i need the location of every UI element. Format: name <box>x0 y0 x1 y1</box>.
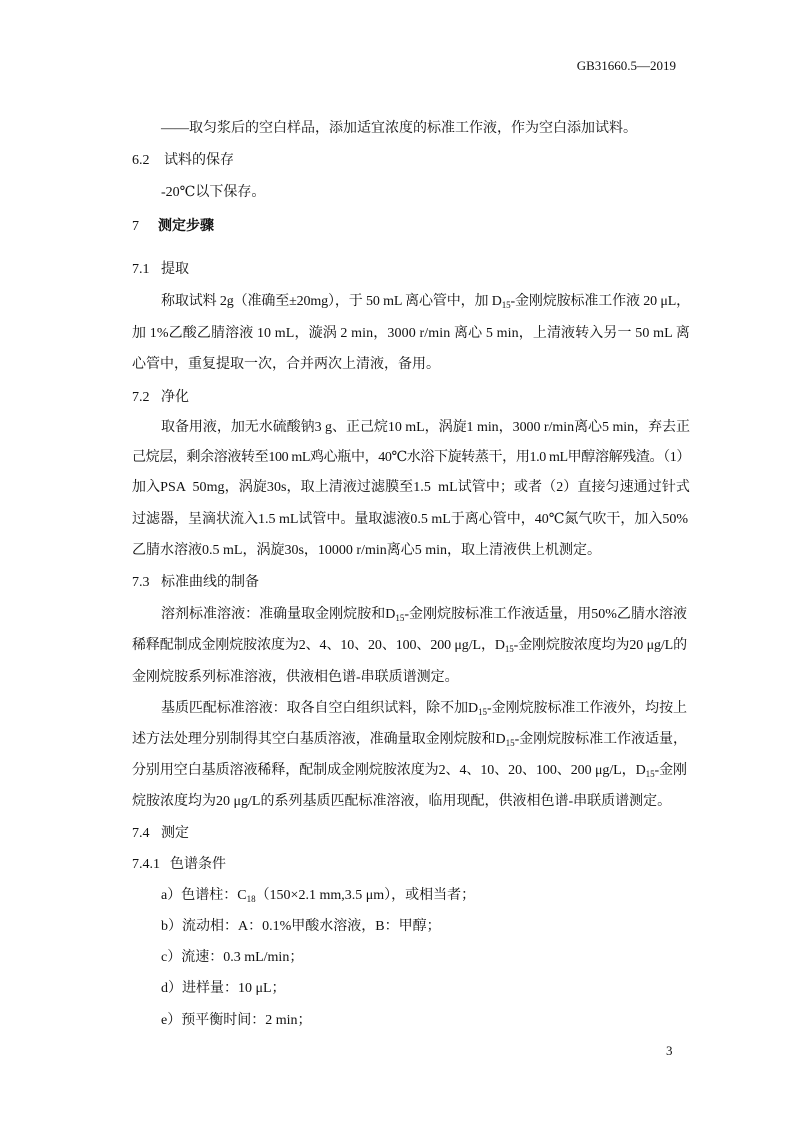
line-text: 烷胺浓度均为20 μg/L的系列基质匹配标准溶液，临用现配，供液相色谱-串联质谱测定。 <box>132 794 672 809</box>
section-number: 7.1 <box>132 262 150 277</box>
section-title: 测定 <box>161 826 189 841</box>
text-segment: -金刚烷胺标准工作液适量，用50%乙腈水溶液 <box>404 607 687 622</box>
line-text: 过滤器，呈滴状流入1.5 mL试管中。量取滤液0.5 mL于离心管中，40℃氮气吹干，加入50% <box>132 512 688 527</box>
line-text: ——取匀浆后的空白样品，添加适宜浓度的标准工作液，作为空白添加试料。 <box>161 121 637 136</box>
text-segment: 稀释配制成金刚烷胺浓度为2、4、10、20、100、200 μg/L，D <box>132 638 505 653</box>
section-title: 测定步骤 <box>158 219 214 234</box>
section-title: 色谱条件 <box>170 857 226 872</box>
text-segment: 基质匹配标准溶液：取各自空白组织试料，除不加D <box>161 701 479 716</box>
section-title: 试料的保存 <box>164 153 234 168</box>
standard-number-header: GB31660.5—2019 <box>576 58 676 73</box>
section-number: 7.2 <box>132 390 150 405</box>
text-segment: -金刚 <box>654 763 687 778</box>
list-item <box>147 994 676 1048</box>
subscript: 15 <box>645 769 655 779</box>
text-segment: 述方法处理分别制得其空白基质溶液，准确量取金刚烷胺和D <box>132 732 506 747</box>
section-title: 标准曲线的制备 <box>161 575 259 590</box>
text-segment: -金刚烷胺浓度均为20 μg/L的 <box>513 638 688 653</box>
text-segment: a）色谱柱：C <box>161 888 247 903</box>
subscript: 15 <box>501 300 511 310</box>
subscript: 18 <box>246 894 256 904</box>
subscript: 15 <box>478 707 488 717</box>
section-number: 7.3 <box>132 575 150 590</box>
line-text: 心管中，重复提取一次，合并两次上清液，备用。 <box>132 357 440 372</box>
paragraph-line <box>118 775 676 829</box>
text-segment: 溶剂标准溶液：准确量取金刚烷胺和D <box>161 607 396 622</box>
text-segment: （150×2.1 mm,3.5 μm），或相当者； <box>255 888 476 903</box>
paragraph-line <box>147 166 676 220</box>
text-segment: 称取试料 2g（准确至±20mg），于 50 mL 离心管中，加 D <box>161 294 502 309</box>
line-text: e）预平衡时间：2 min； <box>161 1013 312 1028</box>
line-text: 加 1%乙酸乙腈溶液 10 mL，漩涡 2 min，3000 r/min 离心 5 min，上清液转入另一 50 mL 离 <box>132 326 690 341</box>
text-segment: 分别用空白基质溶液稀释，配制成金刚烷胺浓度为2、4、10、20、100、200 μg/L，D <box>132 763 646 778</box>
section-number: 7.4.1 <box>132 857 160 872</box>
line-text: c）流速：0.3 mL/min； <box>161 950 304 965</box>
paragraph-line <box>118 338 676 392</box>
line-text: 己烷层，剩余溶液转至100 mL鸡心瓶中，40℃水浴下旋转蒸干，用1.0 mL甲醇溶解残渣。（1） <box>132 450 690 465</box>
line-text: 金刚烷胺系列标准溶液，供液相色谱-串联质谱测定。 <box>132 670 459 685</box>
text-segment: -金刚烷胺标准工作液 20 μL， <box>510 294 690 309</box>
subscript: 15 <box>395 613 405 623</box>
section-title: 净化 <box>161 390 189 405</box>
text-segment: -金刚烷胺标准工作液适量， <box>514 732 687 747</box>
line-text: -20℃以下保存。 <box>161 185 266 200</box>
section-title: 提取 <box>161 262 189 277</box>
subscript: 15 <box>504 644 514 654</box>
section-number: 7.4 <box>132 826 150 841</box>
line-text: 乙腈水溶液0.5 mL，涡旋30s，10000 r/min离心5 min，取上清液供上机测定。 <box>132 543 601 558</box>
section-number: 6.2 <box>132 153 150 168</box>
page-number: 3 <box>666 1043 673 1058</box>
line-text: 加入PSA 50mg，涡旋30s，取上清液过滤膜至1.5 mL试管中；或者（2）直接匀速通过针式 <box>132 480 690 495</box>
line-text: b）流动相：A：0.1%甲酸水溶液，B：甲醇； <box>161 919 441 934</box>
text-segment: -金刚烷胺标准工作液外，均按上 <box>487 701 688 716</box>
section-number: 7 <box>132 219 139 234</box>
subscript: 15 <box>505 738 515 748</box>
line-text: d）进样量：10 μL； <box>161 981 286 996</box>
line-text: 取备用液，加无水硫酸钠3 g、正己烷10 mL，涡旋1 min，3000 r/min离心5 min，弃去正 <box>161 420 690 435</box>
